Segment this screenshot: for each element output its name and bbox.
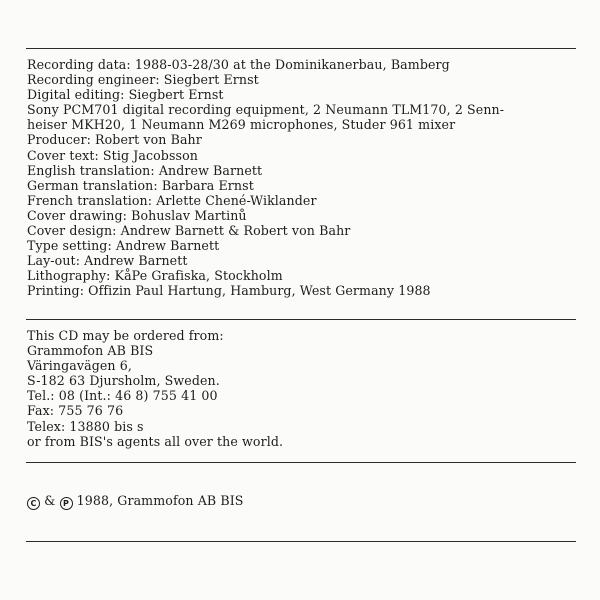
order-city: S-182 63 Djursholm, Sweden.: [27, 373, 220, 389]
credit-recording-data: Recording data: 1988-03-28/30 at the Dominikanerbau, Bamberg: [27, 57, 450, 72]
credit-producer: Producer: Robert von Bahr: [27, 132, 202, 148]
divider-bottom: [26, 541, 576, 542]
order-street: Väringavägen 6,: [27, 358, 132, 374]
credit-digital-editing: Digital editing: Siegbert Ernst: [27, 87, 224, 103]
credit-recording-engineer: Recording engineer: Siegbert Ernst: [27, 72, 259, 88]
credit-french-translation: French translation: Arlette Chené-Wiklander: [27, 192, 317, 208]
copyright-text: 1988, Grammofon AB BIS: [76, 493, 244, 508]
copyright-ampersand: &: [44, 493, 56, 508]
credit-english-translation: English translation: Andrew Barnett: [27, 162, 263, 178]
credit-printing: Printing: Offizin Paul Hartung, Hamburg, West Germany 1988: [27, 283, 431, 299]
credit-cover-text: Cover text: Stig Jacobsson: [27, 147, 198, 163]
credit-equipment-line-1: Sony PCM701 digital recording equipment, 2 Neumann TLM170, 2 Senn-: [27, 102, 505, 118]
order-agents: or from BIS's agents all over the world.: [27, 433, 284, 449]
copyright-symbol-icon: C: [27, 497, 40, 510]
divider-middle: [26, 319, 576, 320]
credit-cover-design: Cover design: Andrew Barnett & Robert von Bahr: [27, 223, 351, 239]
credits-block: [27, 57, 582, 299]
order-fax: Fax: 755 76 76: [27, 403, 124, 419]
order-company: Grammofon AB BIS: [27, 343, 154, 359]
divider-lower: [26, 462, 576, 463]
credit-type-setting: Type setting: Andrew Barnett: [27, 238, 220, 254]
order-telex: Telex: 13880 bis s: [27, 418, 144, 434]
credit-equipment-line-2: heiser MKH20, 1 Neumann M269 microphones, Studer 961 mixer: [27, 117, 456, 133]
credit-lay-out: Lay-out: Andrew Barnett: [27, 253, 188, 269]
order-telephone: Tel.: 08 (Int.: 46 8) 755 41 00: [27, 388, 218, 404]
credit-german-translation: German translation: Barbara Ernst: [27, 177, 254, 193]
order-intro: This CD may be ordered from:: [27, 328, 224, 343]
copyright-line: [27, 493, 582, 510]
credit-cover-drawing: Cover drawing: Bohuslav Martinů: [27, 207, 247, 223]
credit-lithography: Lithography: KåPe Grafiska, Stockholm: [27, 268, 283, 284]
order-info-block: [27, 328, 582, 449]
phonogram-symbol-icon: P: [60, 497, 73, 510]
divider-top: [26, 48, 576, 49]
